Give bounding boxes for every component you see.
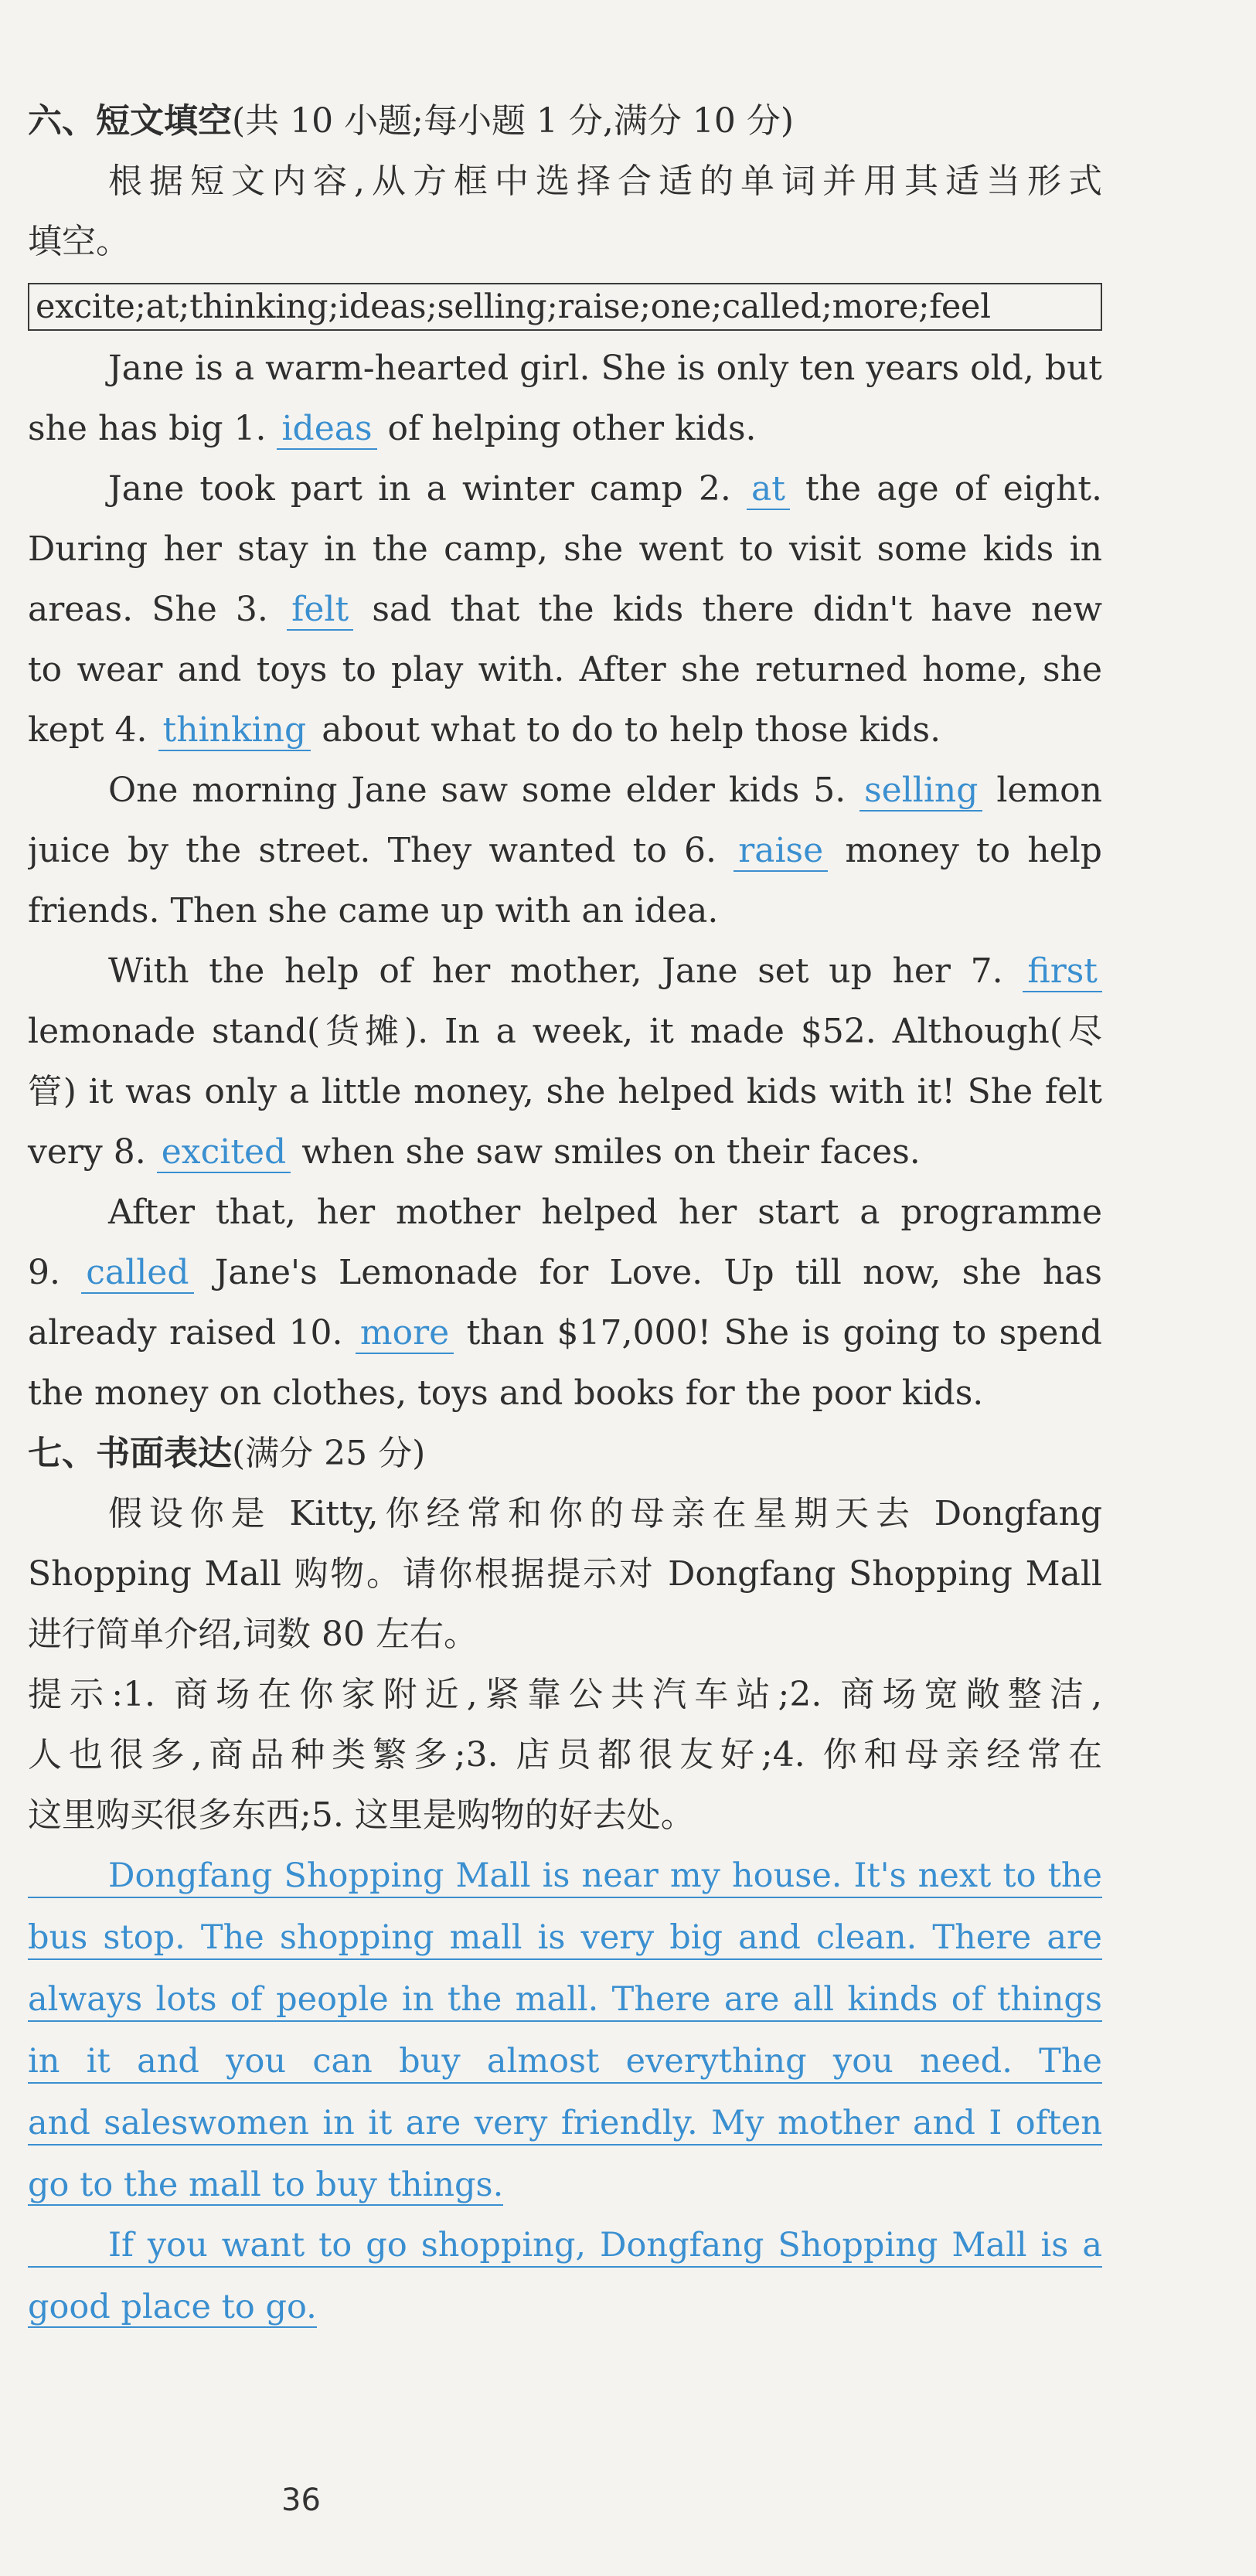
text-seg: kept 4.: [28, 710, 148, 750]
answer-blank-3: felt: [287, 590, 353, 631]
text-seg: Jane took part in a winter camp 2.: [108, 469, 731, 509]
text-seg: money to help: [845, 831, 1102, 870]
answer-blank-1: ideas: [277, 409, 376, 450]
essay-line6-text: go to the mall to buy things.: [28, 2166, 504, 2204]
page-content: [28, 91, 1102, 2337]
prompt-line2: Shopping Mall 购物。请你根据提示对 Dongfang Shopping Mall: [28, 1554, 1102, 1594]
p2-line5: [28, 700, 1102, 761]
p4-line3: 管) it was only a little money, she helped kids with it! She felt: [28, 1072, 1102, 1111]
p3-line2: [28, 821, 1102, 881]
text-seg: when she saw smiles on their faces.: [301, 1132, 921, 1172]
section6-score-note: (共 10 小题;每小题 1 分,满分 10 分): [232, 101, 795, 141]
p2-line1: [28, 459, 1102, 519]
p5-line1: After that, her mother helped her start a programme: [108, 1193, 1102, 1232]
prompt-line3: 进行简单介绍,词数 80 左右。: [28, 1615, 478, 1654]
section6-heading: [28, 91, 1102, 151]
p1-line1: Jane is a warm-hearted girl. She is only ten years old, but: [108, 349, 1102, 388]
page-number: 36: [281, 2482, 321, 2518]
p2-line3: [28, 580, 1102, 640]
text-seg: 9.: [28, 1253, 60, 1292]
word-bank-box: excite;at;thinking;ideas;selling;raise;one;called;more;feel: [28, 283, 1102, 331]
text-seg: of helping other kids.: [387, 409, 757, 448]
section7-score-note: (满分 25 分): [232, 1434, 426, 1473]
section6-instruction-2: 填空。: [28, 222, 130, 261]
answer-blank-6: raise: [734, 831, 828, 872]
essay-line5: and saleswomen in it are very friendly. My mother and I often: [28, 2093, 1102, 2146]
section7-title: 七、书面表达: [28, 1434, 232, 1473]
prompt-line1: 假设你是 Kitty,你经常和你的母亲在星期天去 Dongfang: [108, 1494, 1102, 1533]
text-seg: very 8.: [28, 1132, 146, 1172]
p5-line4: the money on clothes, toys and books for the poor kids.: [28, 1373, 984, 1413]
text-seg: areas. She 3.: [28, 590, 268, 629]
essay-line1: Dongfang Shopping Mall is near my house. It's next to the: [28, 1846, 1102, 1898]
text-seg: than $17,000! She is going to spend: [466, 1313, 1102, 1353]
essay-line8: [28, 2277, 1102, 2337]
hint-line2: 人也很多,商品种类繁多;3. 店员都很友好;4. 你和母亲经常在: [28, 1735, 1102, 1775]
p4-line1: [28, 941, 1102, 1002]
text-seg: already raised 10.: [28, 1313, 343, 1353]
essay-line4: in it and you can buy almost everything you need. The: [28, 2031, 1102, 2084]
answer-blank-7: first: [1023, 951, 1102, 992]
essay-line2: bus stop. The shopping mall is very big and clean. There are: [28, 1907, 1102, 1960]
p4-line2: lemonade stand(货摊). In a week, it made $52. Although(尽: [28, 1012, 1102, 1051]
p2-line4: to wear and toys to play with. After she returned home, she: [28, 650, 1102, 689]
answer-blank-4: thinking: [158, 710, 311, 751]
answer-blank-8: excited: [157, 1132, 291, 1173]
essay-line7: If you want to go shopping, Dongfang Shopping Mall is a: [28, 2215, 1102, 2268]
p1-line2: [28, 399, 1102, 459]
essay-line8-text: good place to go.: [28, 2288, 317, 2326]
p3-line1: [28, 761, 1102, 821]
p4-line4: [28, 1122, 1102, 1183]
p5-line3: [28, 1303, 1102, 1363]
essay-line6: [28, 2155, 1102, 2215]
section6-instruction-1: 根据短文内容,从方框中选择合适的单词并用其适当形式: [108, 162, 1102, 201]
text-seg: about what to do to help those kids.: [322, 710, 941, 750]
text-seg: lemon: [996, 771, 1102, 810]
text-seg: Jane's Lemonade for Love. Up till now, she has: [214, 1253, 1102, 1292]
p5-line2: [28, 1243, 1102, 1303]
text-seg: One morning Jane saw some elder kids 5.: [108, 771, 846, 810]
p2-line2: During her stay in the camp, she went to visit some kids in: [28, 529, 1102, 569]
text-seg: she has big 1.: [28, 409, 267, 448]
hint-line1: 提示:1. 商场在你家附近,紧靠公共汽车站;2. 商场宽敞整洁,: [28, 1675, 1102, 1714]
answer-blank-5: selling: [859, 771, 982, 812]
section6-title: 六、短文填空: [28, 101, 232, 141]
text-seg: With the help of her mother, Jane set up her 7.: [108, 951, 1003, 991]
answer-blank-10: more: [356, 1313, 454, 1354]
answer-blank-9: called: [81, 1253, 193, 1294]
text-seg: juice by the street. They wanted to 6.: [28, 831, 717, 870]
section7-heading: [28, 1424, 1102, 1484]
essay-line3: always lots of people in the mall. There are all kinds of things: [28, 1969, 1102, 2022]
p3-line3: friends. Then she came up with an idea.: [28, 891, 719, 931]
text-seg: sad that the kids there didn't have new: [372, 590, 1102, 629]
answer-blank-2: at: [747, 469, 790, 510]
text-seg: the age of eight.: [805, 469, 1102, 509]
hint-line3: 这里购买很多东西;5. 这里是购物的好去处。: [28, 1795, 695, 1835]
